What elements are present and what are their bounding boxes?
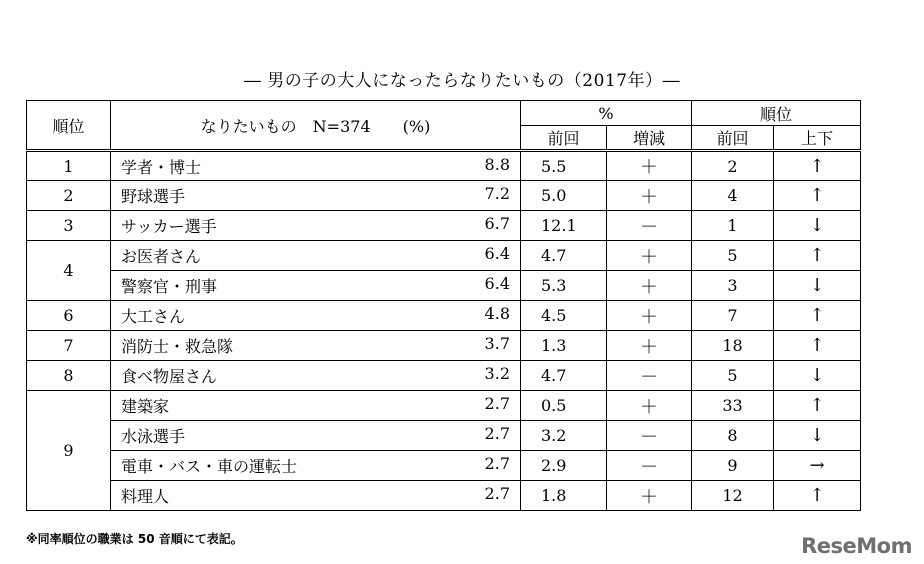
item-cell xyxy=(111,361,521,391)
change-cell: ＋ xyxy=(607,331,692,361)
previous-cell: 0.5 xyxy=(521,391,607,421)
resemom-logo: ReseMom xyxy=(801,534,912,558)
previous-rank-cell: 9 xyxy=(692,451,774,481)
previous-rank-cell: 4 xyxy=(692,181,774,211)
previous-cell: 5.3 xyxy=(521,271,607,301)
item-percent: 2.7 xyxy=(484,454,510,473)
previous-cell: 4.7 xyxy=(521,241,607,271)
header-item: なりたいもの N=374 (%) xyxy=(111,101,521,151)
item-percent: 6.7 xyxy=(484,214,510,233)
previous-cell: 5.5 xyxy=(521,151,607,181)
movement-arrow-icon: ↑ xyxy=(774,481,861,511)
header-previous-rank: 前回 xyxy=(692,126,774,151)
item-name: 水泳選手 xyxy=(121,427,186,446)
item-name: 料理人 xyxy=(121,487,170,506)
item-name: サッカー選手 xyxy=(121,217,217,236)
table-row xyxy=(27,181,861,211)
change-cell: ＋ xyxy=(607,271,692,301)
table-row xyxy=(27,481,861,511)
change-cell: － xyxy=(607,211,692,241)
rank-cell: 1 xyxy=(27,151,111,181)
previous-rank-cell: 1 xyxy=(692,211,774,241)
previous-cell: 1.3 xyxy=(521,331,607,361)
movement-arrow-icon: → xyxy=(774,451,861,481)
rank-cell: 2 xyxy=(27,181,111,211)
change-cell: － xyxy=(607,361,692,391)
change-cell: － xyxy=(607,451,692,481)
rank-cell: 4 xyxy=(27,241,111,301)
previous-cell: 5.0 xyxy=(521,181,607,211)
table-row xyxy=(27,151,861,181)
change-cell: ＋ xyxy=(607,181,692,211)
item-name: 電車・バス・車の運転士 xyxy=(121,457,298,476)
item-percent: 3.2 xyxy=(484,364,510,383)
movement-arrow-icon: ↑ xyxy=(774,241,861,271)
item-cell xyxy=(111,481,521,511)
item-cell xyxy=(111,181,521,211)
ranking-table xyxy=(26,100,861,511)
header-up-down: 上下 xyxy=(774,126,861,151)
previous-cell: 2.9 xyxy=(521,451,607,481)
rank-cell: 9 xyxy=(27,391,111,511)
item-percent: 2.7 xyxy=(484,484,510,503)
item-name: 建築家 xyxy=(121,397,170,416)
previous-rank-cell: 5 xyxy=(692,361,774,391)
change-cell: － xyxy=(607,421,692,451)
item-cell xyxy=(111,211,521,241)
item-cell xyxy=(111,271,521,301)
item-name: 野球選手 xyxy=(121,187,186,206)
previous-cell: 1.8 xyxy=(521,481,607,511)
previous-rank-cell: 33 xyxy=(692,391,774,421)
table-row xyxy=(27,451,861,481)
movement-arrow-icon: ↓ xyxy=(774,421,861,451)
item-percent: 7.2 xyxy=(484,184,510,203)
change-cell: ＋ xyxy=(607,481,692,511)
table-row xyxy=(27,241,861,271)
item-cell xyxy=(111,151,521,181)
header-change: 増減 xyxy=(607,126,692,151)
item-percent: 6.4 xyxy=(484,244,510,263)
item-percent: 2.7 xyxy=(484,394,510,413)
item-percent: 6.4 xyxy=(484,274,510,293)
rank-cell: 7 xyxy=(27,331,111,361)
item-name: 消防士・救急隊 xyxy=(121,337,234,356)
table-row xyxy=(27,391,861,421)
table-row xyxy=(27,331,861,361)
movement-arrow-icon: ↓ xyxy=(774,271,861,301)
previous-rank-cell: 5 xyxy=(692,241,774,271)
item-cell xyxy=(111,391,521,421)
previous-cell: 4.7 xyxy=(521,361,607,391)
item-percent: 8.8 xyxy=(484,154,510,174)
header-rank: 順位 xyxy=(27,101,111,151)
previous-rank-cell: 18 xyxy=(692,331,774,361)
change-cell: ＋ xyxy=(607,301,692,331)
table-title: ― 男の子の大人になったらなりたいもの（2017年）― xyxy=(243,71,681,91)
footnote: ※同率順位の職業は 50 音順にて表記。 xyxy=(26,532,243,546)
movement-arrow-icon: ↑ xyxy=(774,151,861,181)
movement-arrow-icon: ↑ xyxy=(774,331,861,361)
previous-rank-cell: 7 xyxy=(692,301,774,331)
item-name: 大工さん xyxy=(121,307,186,326)
item-cell xyxy=(111,421,521,451)
table-row xyxy=(27,211,861,241)
table-row xyxy=(27,421,861,451)
header-previous: 前回 xyxy=(521,126,607,151)
change-cell: ＋ xyxy=(607,391,692,421)
previous-rank-cell: 3 xyxy=(692,271,774,301)
previous-cell: 12.1 xyxy=(521,211,607,241)
movement-arrow-icon: ↑ xyxy=(774,181,861,211)
movement-arrow-icon: ↓ xyxy=(774,211,861,241)
movement-arrow-icon: ↑ xyxy=(774,391,861,421)
change-cell: ＋ xyxy=(607,151,692,181)
item-cell xyxy=(111,451,521,481)
previous-cell: 4.5 xyxy=(521,301,607,331)
item-name: 学者・博士 xyxy=(121,157,202,177)
table-row xyxy=(27,271,861,301)
item-percent: 4.8 xyxy=(484,304,510,323)
previous-rank-cell: 8 xyxy=(692,421,774,451)
item-percent: 3.7 xyxy=(484,334,510,353)
table-row xyxy=(27,301,861,331)
header-rank-group: 順位 xyxy=(692,101,861,126)
previous-rank-cell: 2 xyxy=(692,151,774,181)
previous-rank-cell: 12 xyxy=(692,481,774,511)
item-name: 警察官・刑事 xyxy=(121,277,218,296)
rank-cell: 3 xyxy=(27,211,111,241)
item-percent: 2.7 xyxy=(484,424,510,443)
item-name: お医者さん xyxy=(121,247,202,266)
rank-cell: 8 xyxy=(27,361,111,391)
change-cell: ＋ xyxy=(607,241,692,271)
item-cell xyxy=(111,331,521,361)
item-name: 食べ物屋さん xyxy=(121,367,218,386)
item-cell xyxy=(111,301,521,331)
movement-arrow-icon: ↑ xyxy=(774,301,861,331)
item-cell xyxy=(111,241,521,271)
rank-cell: 6 xyxy=(27,301,111,331)
table-row xyxy=(27,361,861,391)
previous-cell: 3.2 xyxy=(521,421,607,451)
header-percent-group: % xyxy=(521,101,692,126)
movement-arrow-icon: ↓ xyxy=(774,361,861,391)
